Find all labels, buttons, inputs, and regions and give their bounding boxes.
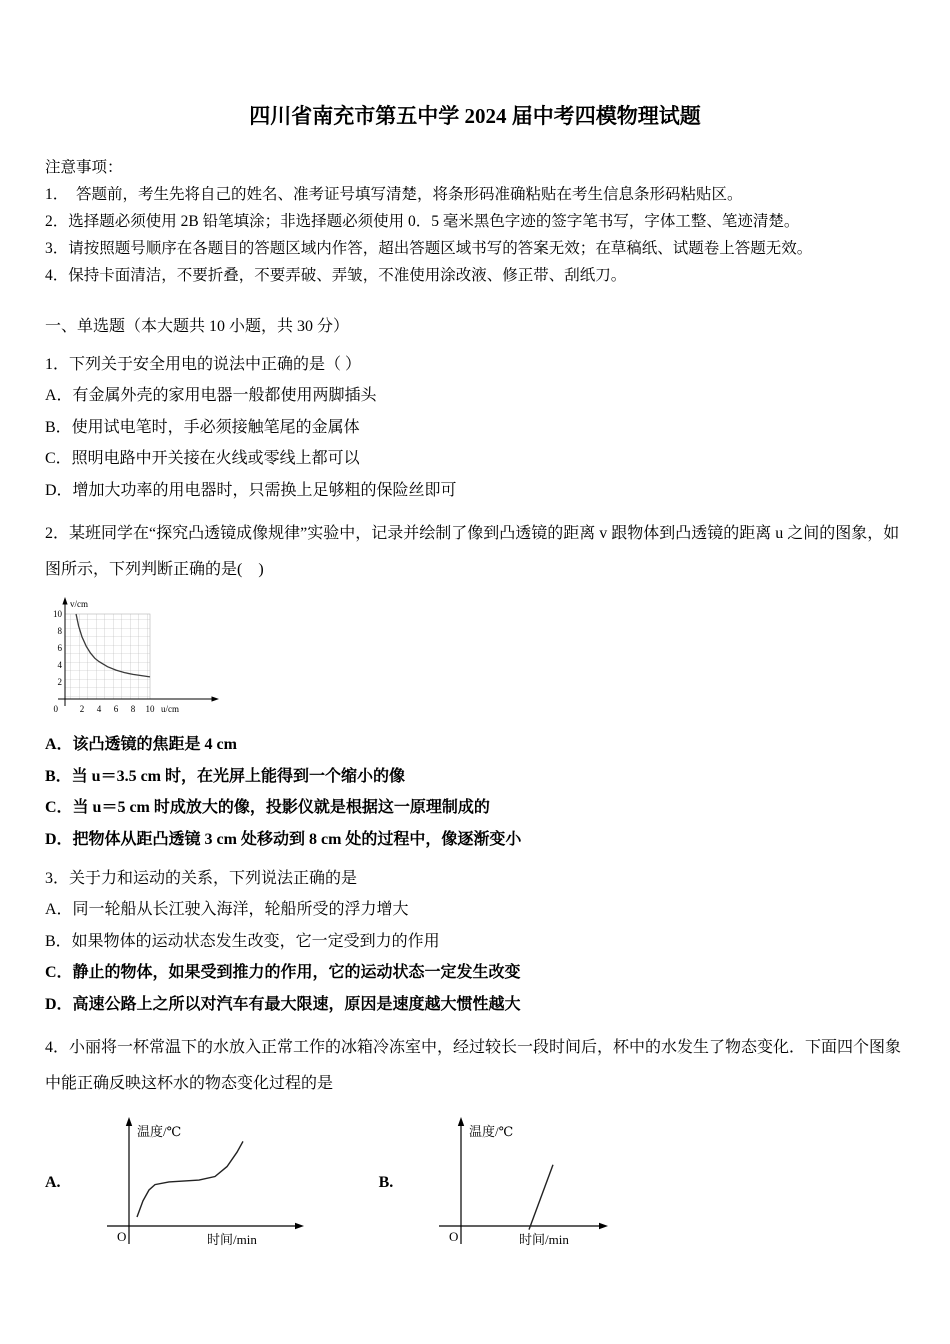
q2-y-tick: 8 (57, 626, 62, 636)
q4a-y-axis-label: 温度/℃ (136, 1124, 181, 1139)
question-stem: 4．小丽将一杯常温下的水放入正常工作的冰箱冷冻室中，经过较长一段时间后，杯中的水发生了物态变化．下面四个图象中能正确反映这杯水的物态变化过程的是 (45, 1039, 902, 1092)
q4b-x-arrow-icon (599, 1223, 608, 1229)
q2-option-d: D．把物体从距凸透镜 3 cm 处移动到 8 cm 处的过程中，像逐渐变小 (45, 830, 522, 848)
question-3 (45, 863, 905, 1020)
q2-x-tick: 4 (96, 704, 102, 714)
q2-y-arrow-icon (62, 597, 67, 605)
q1-option-a: A．有金属外壳的家用电器一般都使用两脚插头 (45, 387, 377, 404)
q2-x-tick: 8 (130, 704, 136, 714)
q4-figure-b (379, 1112, 622, 1254)
q2-x-axis-label: u/cm (161, 704, 179, 714)
q1-option-b: B．使用试电笔时，手必须接触笔尾的金属体 (45, 418, 360, 436)
q2-y-tick: 2 (57, 677, 62, 687)
q2-x-tick: 10 (145, 704, 155, 714)
question-stem: 3．关于力和运动的关系，下列说法正确的是 (45, 870, 358, 887)
q2-option-a: A．该凸透镜的焦距是 4 cm (45, 736, 237, 753)
q2-option-c: C．当 u＝5 cm 时成放大的像，投影仪就是根据这一原理制成的 (45, 799, 490, 816)
question-1 (45, 349, 905, 506)
question-stem: 2．某班同学在“探究凸透镜成像规律”实验中，记录并绘制了像到凸透镜的距离 v 跟物体到凸透镜的距离 u 之间的图象，如图所示，下列判断正确的是( ) (45, 525, 900, 578)
q4a-graph (69, 1112, 321, 1254)
q4a-curve (137, 1141, 243, 1217)
q4a-y-arrow-icon (125, 1117, 131, 1126)
section-heading: 一、单选题（本大题共 10 小题，共 30 分） (45, 318, 350, 335)
notice-item: 3．请按照题号顺序在各题目的答题区域内作答，超出答题区域书写的答案无效；在草稿纸、试题卷上答题无效。 (45, 240, 813, 257)
q3-option-a: A．同一轮船从长江驶入海洋，轮船所受的浮力增大 (45, 901, 409, 918)
question-stem: 1．下列关于安全用电的说法中正确的是（ ） (45, 356, 362, 373)
q4-figure-a-label: A. (45, 1174, 61, 1191)
q2-y-tick: 10 (53, 609, 62, 619)
q2-grid (65, 614, 150, 699)
q4a-x-arrow-icon (295, 1223, 304, 1229)
page-title: 四川省南充市第五中学 2024 届中考四模物理试题 (249, 104, 701, 128)
q2-graph (45, 594, 225, 722)
q4a-x-axis-label: 时间/min (206, 1232, 257, 1247)
notice-section (45, 154, 905, 289)
q4b-graph (401, 1112, 621, 1254)
notice-item: 4．保持卡面清洁，不要折叠，不要弄破、弄皱，不准使用涂改液、修正带、刮纸刀。 (45, 267, 627, 284)
q2-y-axis-label: v/cm (70, 599, 88, 609)
q2-x-tick: 6 (113, 704, 119, 714)
q4a-origin-label: O (116, 1229, 126, 1244)
question-2 (45, 516, 905, 855)
q2-y-tick: 6 (57, 643, 62, 653)
q2-option-b: B．当 u＝3.5 cm 时，在光屏上能得到一个缩小的像 (45, 767, 406, 785)
q1-option-c: C．照明电路中开关接在火线或零线上都可以 (45, 450, 360, 467)
q4-figure-a (45, 1112, 321, 1254)
q4-figure-b-label: B. (378, 1174, 394, 1191)
q3-option-d: D．高速公路上之所以对汽车有最大限速，原因是速度越大惯性越大 (45, 995, 521, 1013)
q4b-origin-label: O (449, 1229, 459, 1244)
q2-origin-label: 0 (53, 704, 58, 714)
notice-item: 1． 答题前，考生先将自己的姓名、准考证号填写清楚，将条形码准确粘贴在考生信息条形码粘贴区。 (45, 186, 743, 203)
q4b-x-axis-label: 时间/min (519, 1232, 570, 1247)
q2-y-tick: 4 (57, 660, 62, 670)
notice-item: 2．选择题必须使用 2B 铅笔填涂；非选择题必须使用 0．5 毫米黑色字迹的签字笔书写，字体工整、笔迹清楚。 (45, 213, 800, 230)
notice-heading: 注意事项： (45, 159, 123, 176)
q4b-curve (529, 1165, 553, 1230)
q4b-y-axis-label: 温度/℃ (469, 1124, 514, 1139)
q2-figure (45, 594, 905, 727)
q4b-y-arrow-icon (458, 1117, 464, 1126)
q3-option-c: C．静止的物体，如果受到推力的作用，它的运动状态一定发生改变 (45, 964, 521, 981)
question-4 (45, 1030, 905, 1254)
q2-x-tick: 2 (79, 704, 85, 714)
q3-option-b: B．如果物体的运动状态发生改变，它一定受到力的作用 (45, 932, 440, 950)
q1-option-d: D．增加大功率的用电器时，只需换上足够粗的保险丝即可 (45, 481, 457, 499)
q4-figures (45, 1112, 905, 1254)
q2-x-arrow-icon (212, 696, 220, 701)
